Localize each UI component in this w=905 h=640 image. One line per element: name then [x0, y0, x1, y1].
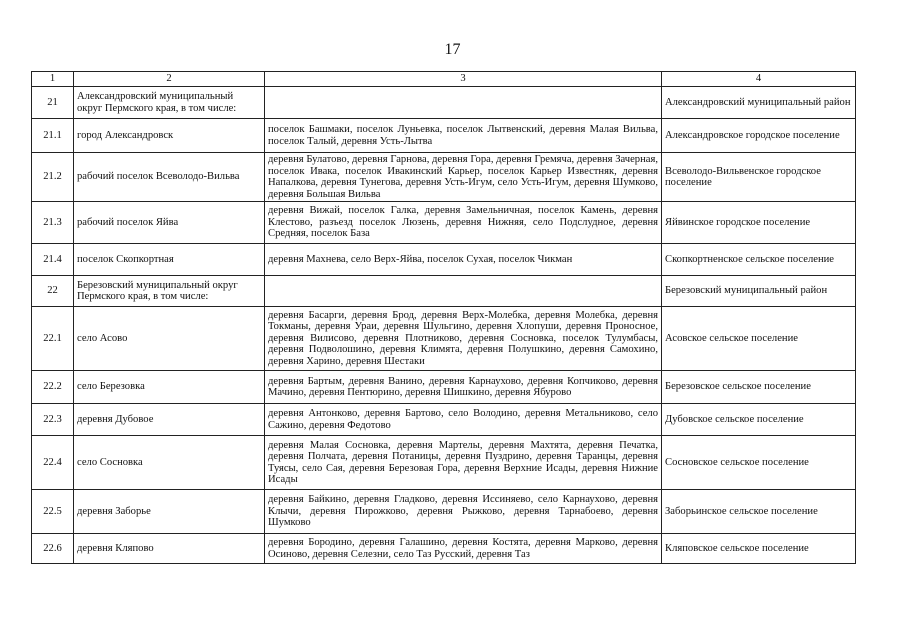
- table-row: [32, 490, 856, 534]
- column-header: 2: [74, 72, 265, 87]
- table-row: [32, 244, 856, 276]
- row-number: 21.1: [32, 119, 74, 153]
- row-number: 21.4: [32, 244, 74, 276]
- settlements-list: деревня Байкино, деревня Гладково, деревня Иссиняево, село Карнаухово, деревня Клычи, деревня Пирожково, деревня Рыжково, деревня Тарнабоево, деревня Шумково: [265, 490, 662, 534]
- former-entity: Заборьинское сельское поселение: [662, 490, 856, 534]
- municipality-name: город Александровск: [74, 119, 265, 153]
- settlements-list: деревня Басарги, деревня Брод, деревня Верх-Молебка, деревня Молебка, деревня Токманы, деревня Ураи, деревня Шульгино, деревня Хлопуши, деревня Проносное, деревня Вилисово, деревня Плотниково, деревня Сосновка, поселок Тулумбасы, деревня Подволошино, деревня Климята, деревня Полушкино, деревня Самохино, деревня Харино, деревня Шестаки: [265, 307, 662, 371]
- settlements-list: деревня Бартым, деревня Ванино, деревня Карнаухово, деревня Копчиково, деревня Мачино, деревня Пентюрино, деревня Шишкино, деревня Ябурово: [265, 371, 662, 404]
- table-row: [32, 404, 856, 436]
- municipality-name: Александровский муниципальный округ Пермского края, в том числе:: [74, 87, 265, 119]
- municipality-name: рабочий поселок Всеволодо-Вильва: [74, 153, 265, 202]
- column-header: 4: [662, 72, 856, 87]
- page-number: 17: [444, 41, 461, 58]
- row-number: 22.4: [32, 436, 74, 490]
- municipality-name: деревня Кляпово: [74, 534, 265, 564]
- table-row: [32, 534, 856, 564]
- former-entity: Дубовское сельское поселение: [662, 404, 856, 436]
- municipality-name: Березовский муниципальный округ Пермского края, в том числе:: [74, 276, 265, 307]
- settlements-list: поселок Башмаки, поселок Луньевка, поселок Лытвенский, деревня Малая Вильва, поселок Талый, деревня Усть-Лытва: [265, 119, 662, 153]
- former-entity: Асовское сельское поселение: [662, 307, 856, 371]
- municipality-name: поселок Скопкортная: [74, 244, 265, 276]
- row-number: 22.1: [32, 307, 74, 371]
- former-entity: Александровский муниципальный район: [662, 87, 856, 119]
- row-number: 22: [32, 276, 74, 307]
- row-number: 21.2: [32, 153, 74, 202]
- table-row: [32, 371, 856, 404]
- table-row: [32, 276, 856, 307]
- settlements-list: [265, 87, 662, 119]
- former-entity: Сосновское сельское поселение: [662, 436, 856, 490]
- settlements-list: деревня Булатово, деревня Гарнова, деревня Гора, деревня Гремяча, деревня Зачерная, поселок Ивака, поселок Ивакинский Карьер, поселок Карьер Известняк, деревня Напалкова, деревня Тунегова, деревня Усть-Игум, село Усть-Игум, деревня Шумково, деревня Большая Вильва: [265, 153, 662, 202]
- column-header: 3: [265, 72, 662, 87]
- table-row: [32, 436, 856, 490]
- row-number: 22.5: [32, 490, 74, 534]
- former-entity: Скопкортненское сельское поселение: [662, 244, 856, 276]
- former-entity: Кляповское сельское поселение: [662, 534, 856, 564]
- row-number: 22.3: [32, 404, 74, 436]
- row-number: 21.3: [32, 202, 74, 244]
- row-number: 22.2: [32, 371, 74, 404]
- table-row: [32, 153, 856, 202]
- column-header: 1: [32, 72, 74, 87]
- settlements-list: [265, 276, 662, 307]
- municipality-name: деревня Заборье: [74, 490, 265, 534]
- municipality-name: село Березовка: [74, 371, 265, 404]
- table-row: [32, 119, 856, 153]
- settlements-list: деревня Вижай, поселок Галка, деревня Замельничная, поселок Камень, деревня Клестово, разъезд поселок Люзень, деревня Нижняя, село Подслудное, деревня Средняя, поселок База: [265, 202, 662, 244]
- settlements-table: [31, 71, 856, 564]
- former-entity: Березовский муниципальный район: [662, 276, 856, 307]
- municipality-name: село Сосновка: [74, 436, 265, 490]
- settlements-list: деревня Малая Сосновка, деревня Мартелы, деревня Махтята, деревня Печатка, деревня Полчата, деревня Потаницы, деревня Пуздрино, деревня Таранцы, деревня Туясы, село Сая, деревня Березовая Гора, деревня Верхние Исады, деревня Нижние Исады: [265, 436, 662, 490]
- settlements-list: деревня Бородино, деревня Галашино, деревня Костята, деревня Марково, деревня Осиново, деревня Селезни, село Таз Русский, деревня Таз: [265, 534, 662, 564]
- former-entity: Всеволодо-Вильвенское городское поселение: [662, 153, 856, 202]
- former-entity: Яйвинское городское поселение: [662, 202, 856, 244]
- table-row: [32, 307, 856, 371]
- table-row: [32, 202, 856, 244]
- row-number: 22.6: [32, 534, 74, 564]
- former-entity: Александровское городское поселение: [662, 119, 856, 153]
- table-header-row: [32, 72, 856, 87]
- municipality-name: рабочий поселок Яйва: [74, 202, 265, 244]
- settlements-list: деревня Антонково, деревня Бартово, село Володино, деревня Метальниково, село Сажино, деревня Федотово: [265, 404, 662, 436]
- row-number: 21: [32, 87, 74, 119]
- former-entity: Березовское сельское поселение: [662, 371, 856, 404]
- table-row: [32, 87, 856, 119]
- settlements-list: деревня Махнева, село Верх-Яйва, поселок Сухая, поселок Чикман: [265, 244, 662, 276]
- municipality-name: деревня Дубовое: [74, 404, 265, 436]
- municipality-name: село Асово: [74, 307, 265, 371]
